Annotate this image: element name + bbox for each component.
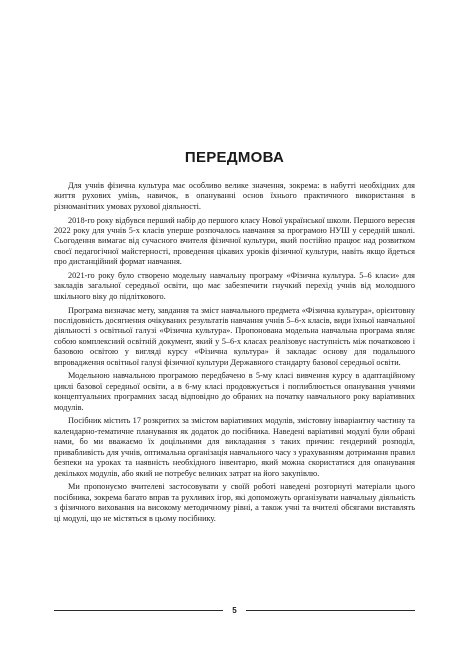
footer-rule-left — [54, 610, 223, 611]
footer-rule-right — [246, 610, 415, 611]
paragraph: Програма визначає мету, завдання та зміст навчального предмета «Фізична культура», орієнтовну послідовність досягнення очікуваних результатів навчання учнів 5–6-х класів, види їхньої навчальної діяльності з освітньої галузі «Фізична культура». Пропонована модельна навчальна програма являє собою комплексний освітній документ, який у 5–6-х класах реалізовує наступність між початковою і базовою освітою у вигляді курсу «Фізична культура» й закладає основу для подальшого впровадження освітньої галузі фізичної культури Державного стандарту базової середньої освіти. — [54, 305, 415, 367]
paragraph: Посібник містить 17 розкритих за змістом варіативних модулів, змістовну інваріантну частину та календарно-тематичне планування як додаток до посібника. Наведені варіативні модулі були обрані нами, бо ми вважаємо їх доцільними для викладання з таких причин: гендерний розподіл, привабливість для учнів, оптимальна організація навчального часу з урахуванням дотримання правил безпеки на уроках та наявність необхідного інвентарю, який можна скористатися для опанування декількох модулів, або який не потребує великих затрат на його закупівлю. — [54, 416, 415, 478]
page-title: ПЕРЕДМОВА — [184, 149, 285, 166]
paragraph: Ми пропонуємо вчителеві застосовувати у своїй роботі наведені розгорнуті матеріали цього посібника, зокрема багато вправ та рухливих ігор, які допоможуть організувати навчальну діяльність з фізичного виховання на високому методичному рівні, а також учні та вчителі обсягами виставлять ці модулі, що не містяться в цьому посібнику. — [54, 482, 415, 523]
paragraph: Для учнів фізична культура має особливо велике значення, зокрема: в набутті необхідних для життя рухових умінь, навичок, в опануванні основ їхнього практичного використання в різноманітних умовах рухової діяльності. — [54, 181, 415, 211]
paragraph: Модельною навчальною програмою передбачено в 5-му класі вивчення курсу в адаптаційному циклі базової середньої освіти, а в 6-му класі продовжується і поглиблюється опанування учнями концептуальних програмних засад відповідно до обраних на початку навчального року варіативних модулів. — [54, 371, 415, 412]
page-footer — [54, 604, 415, 616]
page-number: 5 — [232, 605, 237, 615]
body-text — [54, 181, 415, 527]
paragraph: 2021-го року було створено модельну навчальну програму «Фізична культура. 5–6 класи» для закладів загальної середньої освіти, що має забезпечити гнучкий перехід учнів від молодшого шкільного віку до підліткового. — [54, 271, 415, 301]
paragraph: 2018-го року відбувся перший набір до першого класу Нової української школи. Першого вересня 2022 року для учнів 5-х класів уперше розпочалось навчання за програмою НУШ у середній школі. Сьогодення вимагає від сучасного вчителя фізичної культури, який постійно працює над розвитком своєї педагогічної майстерності, проведення цікавих уроків фізичної культури, навіть якщо йдеться про дистанційний формат навчання. — [54, 215, 415, 267]
